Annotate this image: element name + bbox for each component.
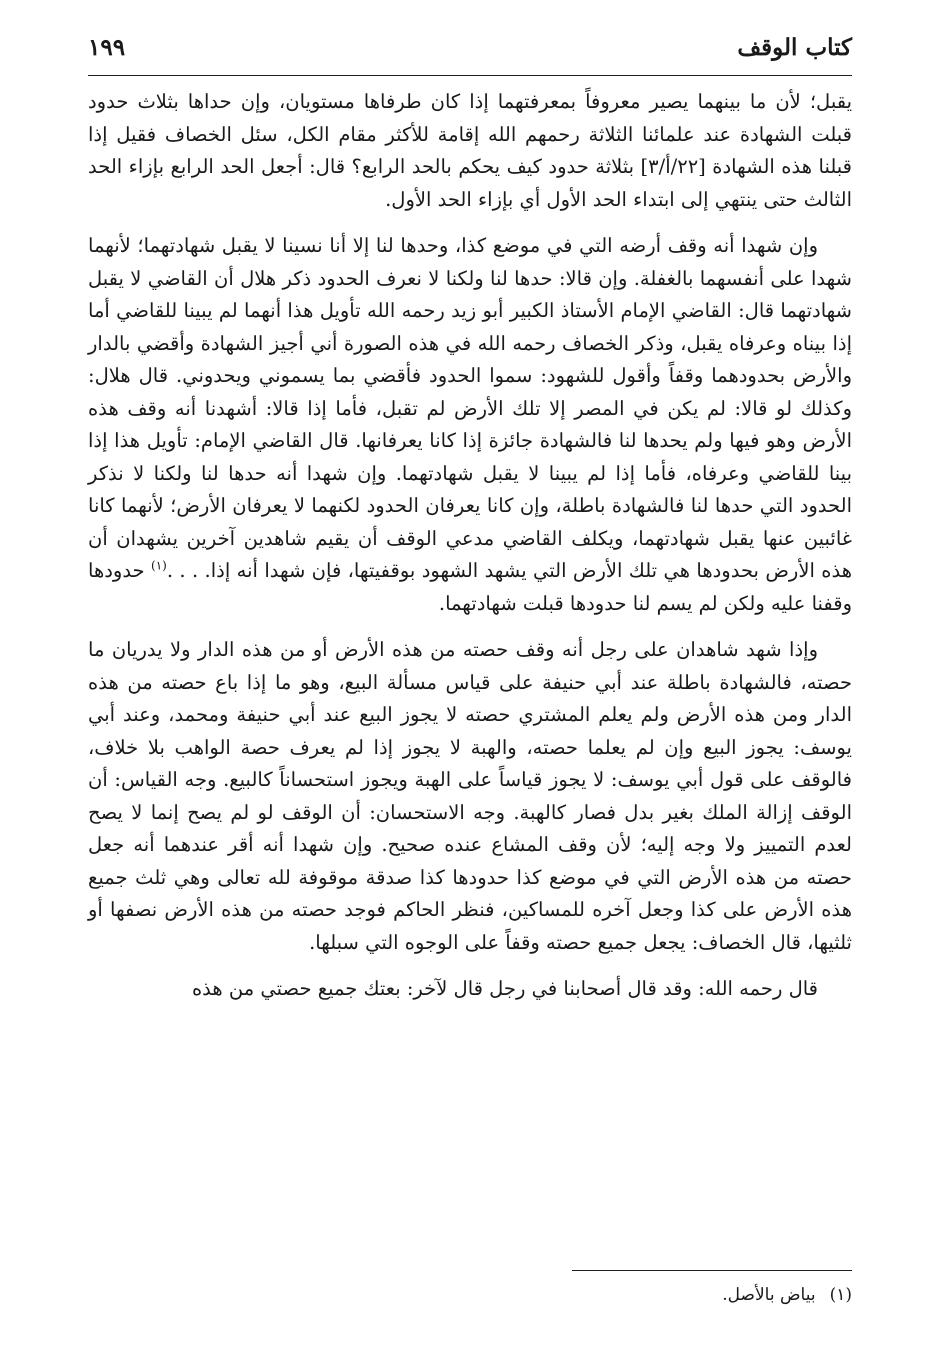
page-number: ١٩٩ (88, 34, 126, 61)
footnote-reference[interactable]: (١) (151, 558, 167, 573)
page-header (88, 30, 852, 70)
chapter-title: كتاب الوقف (737, 34, 852, 61)
body-text (88, 86, 852, 1020)
footnote-divider (572, 1270, 852, 1271)
paragraph-3: وإذا شهد شاهدان على رجل أنه وقف حصته من هذه الأرض أو من هذه الدار ولا يدريان ما حصته، فالشهادة باطلة عند أبي حنيفة على قياس مسألة البيع، وهو ما إذا باع حصته من هذه الدار ومن هذه الأرض ولم يعلم المشتري حصته لا يجوز البيع عند أبي حنيفة ومحمد، وعند أبي يوسف: يجوز البيع وإن لم يعلما حصته، والهبة لا يجوز إذا لم يعرف حصة الواهب بلا خلاف، فالوقف على قول أبي يوسف: لا يجوز قياساً على الهبة ويجوز استحساناً كالبيع. وجه القياس: أن الوقف إزالة الملك بغير بدل فصار كالهبة. وجه الاستحسان: أن الوقف لو لم يصح إنما لا يصح لعدم التمييز ولا وجه إليه؛ لأن وقف المشاع عنده صحيح. وإن شهدا أنه أقر عندهما أنه جعل حصته من هذه الأرض التي في موضع كذا حدودها كذا صدقة موقوفة لله تعالى وهي ثلث جميع هذه الأرض على كذا وجعل آخره للمساكين، فنظر الحاكم فوجد حصته من هذه الأرض نصفها أو ثلثيها، قال الخصاف: يجعل جميع حصته وقفاً على الوجوه التي سبلها. (88, 638, 852, 954)
header-divider (88, 75, 852, 76)
footnote-number: (١) (829, 1285, 852, 1305)
paragraph-2-text: وإن شهدا أنه وقف أرضه التي في موضع كذا، وحدها لنا إلا أنا نسينا لا يقبل شهادتهما؛ لأنهما شهدا على أنفسهما بالغفلة. وإن قالا: حدها لنا ولكنا لا نعرف الحدود ذكر هلال أن القاضي لا يقبل شهادتهما قال: القاضي الإمام الأستاذ الكبير أبو زيد رحمه الله تأويل هذا أنهما لم يبينا للقاضي أما إذا بيناه وعرفاه يقبل، وذكر الخصاف رحمه الله في هذه الصورة أني أجيز الشهادة وأقضي بالدار والأرض بحدودهما وقفاً وأقول للشهود: سموا الحدود فأقضي بما يسموني ويحدوني. قال هلال: وكذلك لو قالا: لم يكن في المصر إلا تلك الأرض لم تقبل، فأما إذا قالا: أشهدنا أنه وقف هذه الأرض وهو فيها ولم يحدها لنا فالشهادة جائزة إذا كانا يعرفانها. قال القاضي الإمام: تأويل هذا إذا بينا للقاضي وعرفاه، فأما إذا لم يبينا لا يقبل شهادتهما. وإن شهدا أنه حدها لنا ولكنا لا نذكر الحدود التي حدها لنا فالشهادة باطلة، وإن كانا يعرفان الحدود لكنهما لا يعرفان الأرض؛ لأنهما كانا غائبين عنها يقبل شهادتهما، ويكلف القاضي مدعي الوقف أن يقيم شاهدين آخرين يشهدان أن هذه الأرض بحدودها هي تلك الأرض التي يشهد الشهود بوقفيتها، فإن شهدا أنه إذا. . . . (88, 234, 852, 582)
paragraph-1: يقبل؛ لأن ما بينهما يصير معروفاً بمعرفتهما إذا كان طرفاها مستويان، وإن حداها بثلاث حدود قبلت الشهادة عند علمائنا الثلاثة رحمهم الله إقامة للأكثر مقام الكل، سئل الخصاف فقيل إذا قبلنا هذه الشهادة [٢٢/أ/٣] بثلاثة حدود كيف يحكم بالحد الرابع؟ قال: أجعل الحد الرابع بإزاء الحد الثالث حتى ينتهي إلى ابتداء الحد الأول أي بإزاء الحد الأول. (88, 90, 853, 211)
paragraph-2-text-continued: حدودها وقفنا عليه ولكن لم يسم لنا حدودها قبلت شهادتهما. (88, 559, 852, 615)
footnote (88, 1282, 852, 1308)
paragraph-2 (88, 230, 852, 620)
footnote-text: بياض بالأصل. (722, 1285, 816, 1305)
paragraph-4: قال رحمه الله: وقد قال أصحابنا في رجل قال لآخر: بعتك جميع حصتي من هذه (191, 977, 818, 1000)
